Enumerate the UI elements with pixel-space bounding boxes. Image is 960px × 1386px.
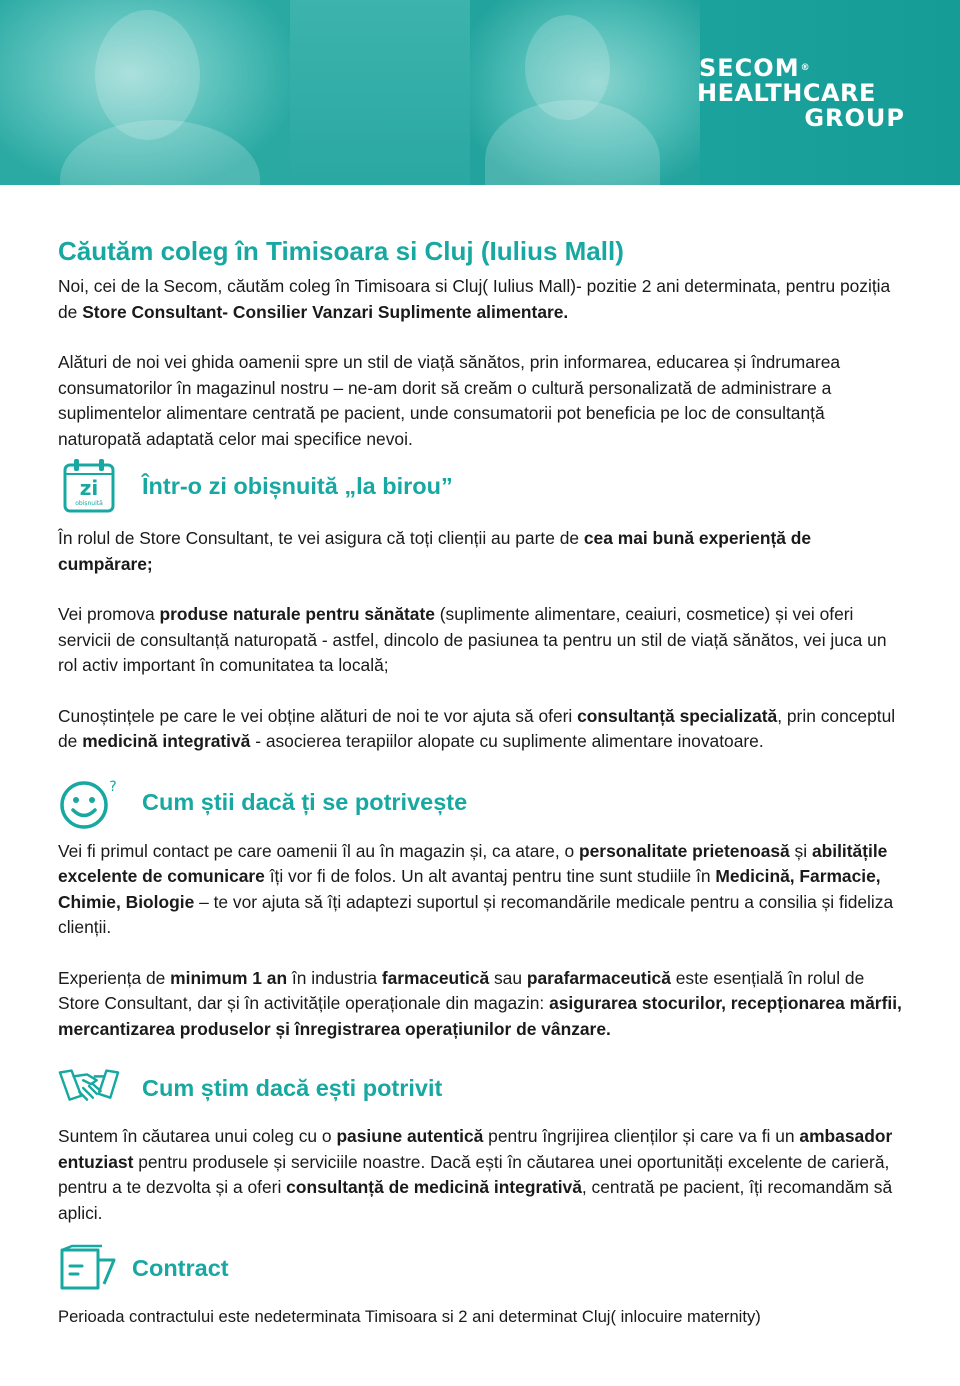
section-suitability-header (58, 1056, 908, 1120)
job-posting-content (58, 232, 908, 1330)
page-title: Căutăm coleg în Timisoara si Cluj (Iulius Mall) (58, 236, 624, 266)
header-banner (0, 0, 960, 185)
section-contract-title: Contract (132, 1254, 229, 1281)
svg-text:obișnuită: obișnuită (75, 500, 103, 507)
suitability-paragraph-1: Suntem în căutarea unui coleg cu o pasiune autentică pentru îngrijirea clienților și care va fi un ambasador entuziast pentru produsele și serviciile noastre. Dacă ești în căutarea unei oportunități excelente de carieră, pentru a te dezvolta și a oferi consultanță de medicină integrativă, centrată pe pacient, îți recomandăm să aplici. (58, 1126, 893, 1223)
intro-paragraph-1: Noi, cei de la Secom, căutăm coleg în Timisoara si Cluj( Iulius Mall)- pozitie 2 ani determinata, pentru poziția de Store Consultant- Consilier Vanzari Suplimente alimentare. (58, 276, 891, 322)
logo-registered-mark: ® (800, 63, 811, 73)
section-suitability-title: Cum știm dacă ești potrivit (142, 1074, 443, 1101)
section-fit-title: Cum știi dacă ți se potrivește (142, 789, 468, 815)
calendar-icon (58, 457, 120, 515)
banner-photo-background (290, 0, 490, 185)
section-typical-day-title: Într-o zi obișnuită „la birou” (142, 472, 453, 499)
svg-text:?: ? (109, 778, 117, 795)
secom-logo (697, 56, 937, 131)
logo-line-2: HEALTHCARE (697, 79, 876, 107)
fit-paragraph-1: Vei fi primul contact pe care oamenii îl au în magazin și, ca atare, o personalitate prietenoasă și abilitățile excelente de comunicare îți vor fi de folos. Un alt avantaj pentru tine sunt studiile în Medicină, Farmacie, Chimie, Biologie – te vor ajuta să îți adaptezi suportul și recomandările medicale pentru a consilia și fideliza clienții. (58, 840, 894, 937)
contract-paragraph: Perioada contractului este nedeterminata Timisoara si 2 ani determinat Cluj( inlocuire maternity) (58, 1307, 761, 1326)
logo-line-1: SECOM (699, 54, 800, 82)
handshake-icon (58, 1059, 120, 1117)
section-typical-day-header (58, 454, 908, 518)
svg-text:zi: zi (79, 476, 99, 500)
section-contract-header (58, 1236, 908, 1300)
smiley-question-icon (58, 774, 120, 832)
typical-day-paragraph-2: Vei promova produse naturale pentru sănătate (suplimente alimentare, ceaiuri, cosmetice) și vei oferi servicii de consultanță naturopată - astfel, dincolo de pasiunea ta pentru un stil de viață sănătos, vei juca un rol activ important în comunitatea ta locală; (58, 604, 887, 675)
fit-paragraph-2: Experiența de minimum 1 an în industria farmaceutică sau parafarmaceutică este esențială în rolul de Store Consultant, dar și în activitățile operaționale din magazin: asigurarea stocurilor, recepționarea mărfii, mercantizarea produselor și înregistrarea operațiunilor de vânzare. (58, 967, 902, 1039)
intro-paragraph-2: Alături de noi vei ghida oamenii spre un stil de viață sănătos, prin informarea, educarea și îndrumarea consumatorilor în magazinul nostru – ne-am dorit să creăm o cultură personalizată de administrare a suplimentelor alimentare centrată pe pacient, unde consumatorii pot beneficia pe loc de consultanță naturopată adaptată celor mai specifice nevoi. (58, 352, 841, 449)
section-fit-header (58, 771, 908, 835)
typical-day-paragraph-1: În rolul de Store Consultant, te vei asigura că toți clienții au parte de cea mai bună experiență de cumpărare; (58, 528, 812, 574)
logo-line-3: GROUP (804, 104, 905, 132)
document-icon (58, 1239, 120, 1297)
typical-day-paragraph-3: Cunoștințele pe care le vei obține alături de noi te vor ajuta să oferi consultanță specializată, prin conceptul de medicină integrativă - asocierea terapiilor alopate cu suplimente alimentare inovatoare. (58, 705, 896, 751)
